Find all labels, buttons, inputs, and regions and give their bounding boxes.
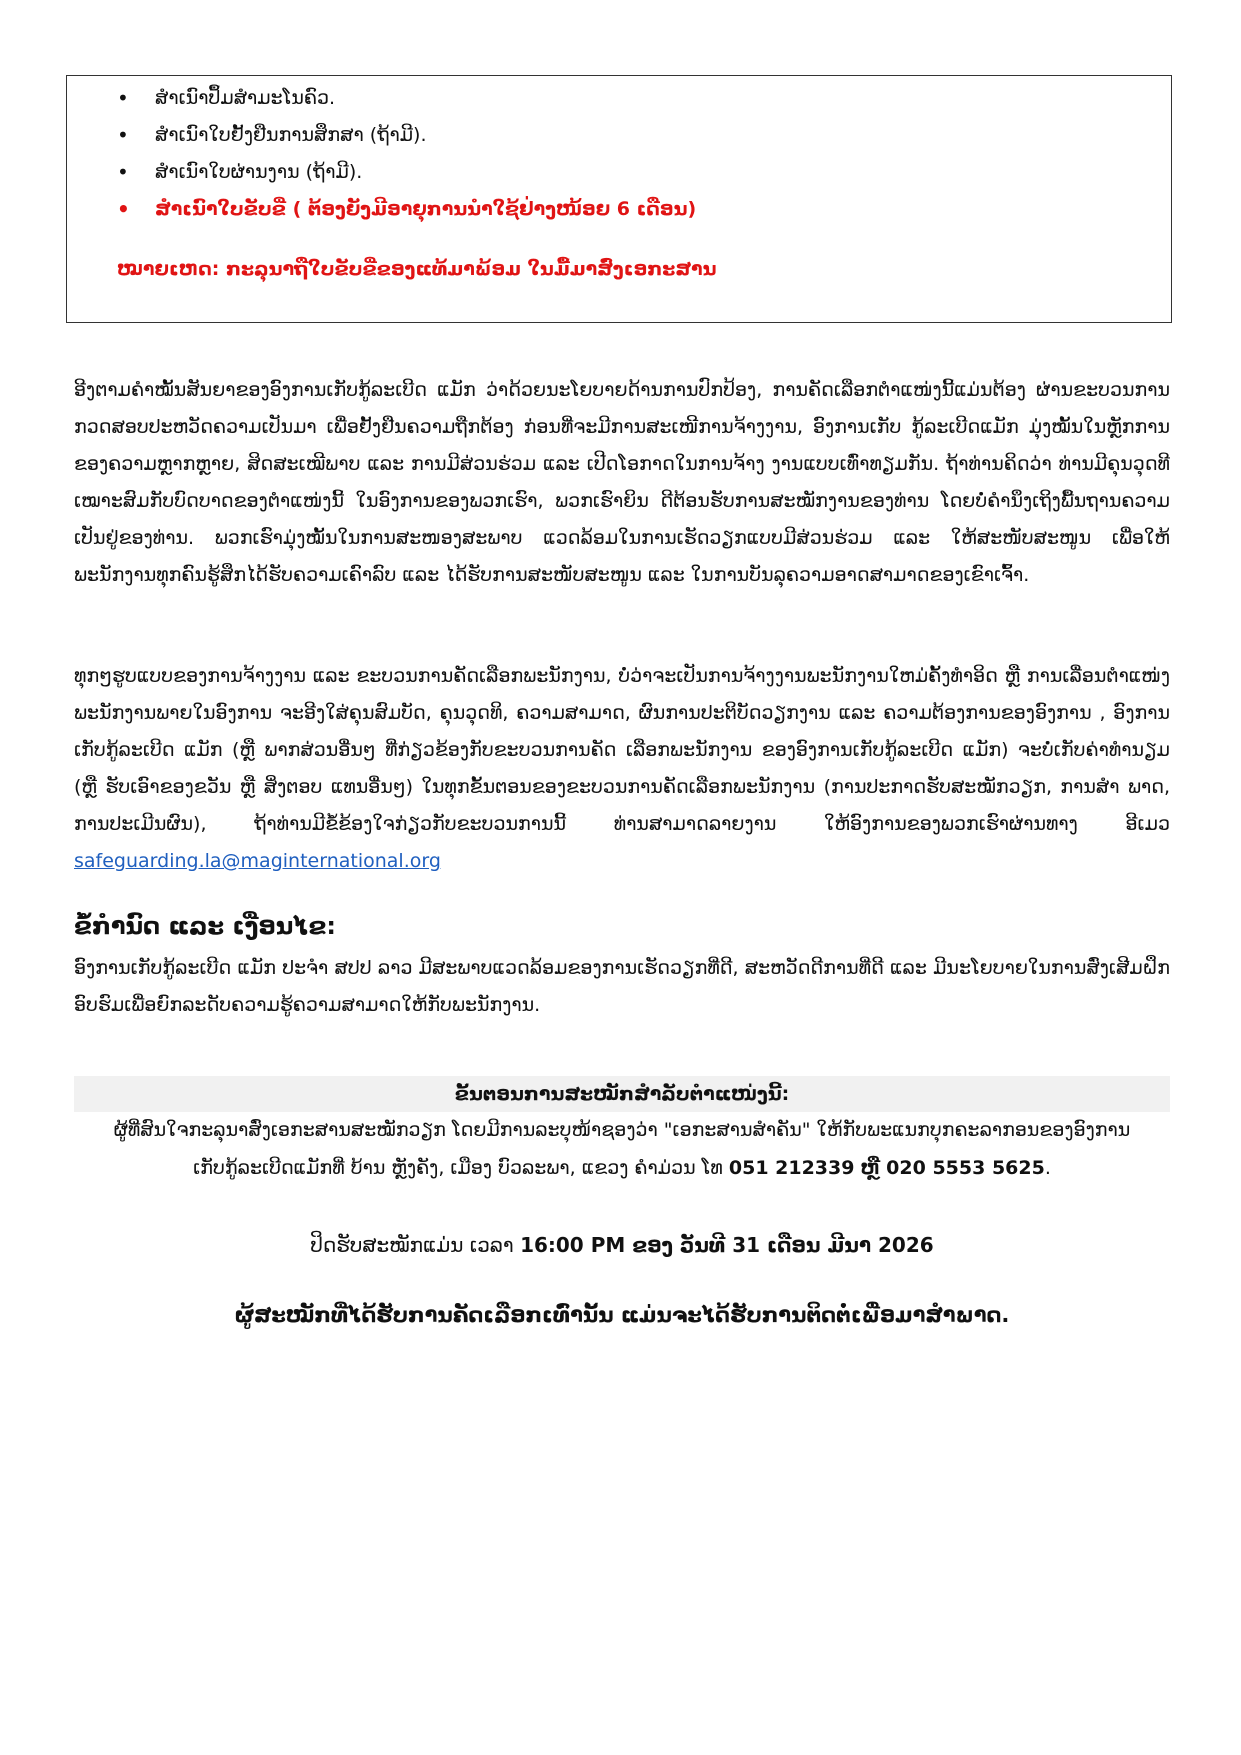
phone-or: ຫຼື [860,1157,881,1179]
license-note: ໝາຍເຫດ: ກະລຸນາຖືໃບຂັບຂີ່ຂອງແທ້ມາພ້ອມ ໃນມື້ມາສົ່ງເອກະສານ [117,258,717,280]
list-item [117,117,1151,154]
deadline-prefix: ປິດຮັບສະໝັກແມ່ນ ເວລາ [310,1233,514,1257]
phone-number-2: 020 5553 5625 [886,1157,1045,1179]
required-documents-list [117,80,1151,228]
recruitment-text: ທຸກໆຮູບແບບຂອງການຈ້າງງານ ແລະ ຂະບວນການຄັດເລືອກພະນັກງານ, ບໍ່ວ່າຈະເປັນການຈ້າງງານພະນັກງານໃຫມ່ຄັ້ງທຳອິດ ຫຼື ການເລື່ອນຕຳແໜ່ງພະນັກງານພາຍໃນອົງການ ຈະອີງໃສ່ຄຸນສົມບັດ, ຄຸນວຸດທິ, ຄວາມສາມາດ, ຜົນການປະຕິບັດວຽກງານ ແລະ ຄວາມຕ້ອງການຂອງອົງການ , ອົງການເກັບກູ້ລະເບີດ ແມັກ (ຫຼື ພາກສ່ວນອື່ນໆ ທີ່ກ່ຽວຂ້ອງກັບຂະບວນການຄັດ ເລືອກພະນັກງານ ຂອງອົງການເກັບກູ້ລະເບີດ ແມັກ) ຈະບໍ່ເກັບຄ່າທຳນຽມ (ຫຼື ຮັບເອົາຂອງຂວັນ ຫຼື ສິ່ງຕອບ ແທນອື່ນໆ) ໃນທຸກຂັ້ນຕອນຂອງຂະບວນການຄັດເລືອກພະນັກງານ (ການປະກາດຮັບສະໝັກວຽກ, ການສຳ ພາດ, ການປະເມີນຜົນ), ຖ້າທ່ານມີຂໍ້ຂ້ອງໃຈກ່ຽວກັບຂະບວນການນີ້ ທ່ານສາມາດລາຍງານ ໃຫ້ອົງການຂອງພວກເຮົາຜ່ານທາງ ອີເມວ [74,665,1170,835]
list-item-text: ສຳເນົາປຶ້ມສຳມະໂນຄົວ. [155,87,336,109]
terms-heading: ຂໍ້ກຳນົດ ແລະ ເງື່ອນໄຂ: [74,912,337,940]
application-line-1: ຜູ້ທີ່ສົນໃຈກະລຸນາສົ່ງເອກະສານສະໝັກວຽກ ໂດຍມີການລະບຸໜ້າຊອງວ່າ "ເອກະສານສຳຄັນ" ໃຫ້ກັບພະແນກບຸກຄະລາກອນຂອງອົງການ [113,1119,1131,1141]
list-item-highlighted [117,191,1151,228]
list-item-text: ສຳເນົາໃບຢັ້ງຢືນການສຶກສາ (ຖ້າມີ). [155,124,427,146]
recruitment-paragraph [74,658,1170,880]
list-item [117,80,1151,117]
application-steps-body [74,1111,1170,1187]
period: . [1044,1157,1051,1179]
safeguarding-email-link[interactable]: safeguarding.la@maginternational.org [74,850,441,872]
phone-number-1: 051 212339 [728,1157,855,1179]
terms-paragraph: ອົງການເກັບກູ້ລະເບີດ ແມັກ ປະຈຳ ສປປ ລາວ ມີສະພາບແວດລ້ອມຂອງການເຮັດວຽກທີ່ດີ, ສະຫວັດດີການທີ່ດີ ແລະ ມີນະໂຍບາຍໃນການສົ່ງເສີມຝຶກອົບຮົມເພື່ອຍົກລະດັບຄວາມຮູ້ຄວາມສາມາດໃຫ້ກັບພະນັກງານ. [74,957,1170,1016]
safeguarding-paragraph: ອີງຕາມຄຳໝັ້ນສັນຍາຂອງອົງການເກັບກູ້ລະເບີດ ແມັກ ວ່າດ້ວຍນະໂຍບາຍດ້ານການປົກປ້ອງ, ການຄັດເລືອກຕຳແໜ່ງນີ້ແມ່ນຕ້ອງ ຜ່ານຂະບວນການກວດສອບປະຫວັດຄວາມເປັນມາ ເພື່ອຢັ້ງຢືນຄວາມຖືກຕ້ອງ ກ່ອນທີ່ຈະມີການສະເໜີການຈ້າງງານ, ອົງການເກັບ ກູ້ລະເບີດແມັກ ມຸ່ງໝັ້ນໃນຫຼັກການຂອງຄວາມຫຼາກຫຼາຍ, ສິດສະເໝີພາບ ແລະ ການມີສ່ວນຮ່ວມ ແລະ ເປີດໂອກາດໃນການຈ້າງ ງານແບບເທົ່າທຽມກັນ. ຖ້າທ່ານຄິດວ່າ ທ່ານມີຄຸນວຸດທີເໝາະສົມກັບບົດບາດຂອງຕຳແໜ່ງນີ້ ໃນອົງການຂອງພວກເຮົາ, ພວກເຮົາຍິນ ດີຕ້ອນຮັບການສະໝັກງານຂອງທ່ານ ໂດຍບໍ່ຄຳນຶງເຖິງພື້ນຖານຄວາມເປັນຢູ່ຂອງທ່ານ. ພວກເຮົາມຸ່ງໝັ້ນໃນການສະໜອງສະພາບ ແວດລ້ອມໃນການເຮັດວຽກແບບມີສ່ວນຮ່ວມ ແລະ ໃຫ້ສະໜັບສະໜູນ ເພື່ອໃຫ້ພະນັກງານທຸກຄົນຮູ້ສຶກໄດ້ຮັບຄວາມເຄົາລົບ ແລະ ໄດ້ຮັບການສະໜັບສະໜູນ ແລະ ໃນການບັນລຸຄວາມອາດສາມາດຂອງເຂົາເຈົ້າ. [74,379,1170,586]
list-item [117,154,1151,191]
application-line-2 [74,1149,1170,1187]
bullet-icon: • [117,197,130,221]
application-steps-heading: ຂັ້ນຕອນການສະໝັກສຳລັບຕຳແໜ່ງນີ້: [74,1076,1170,1112]
list-item-text: ສຳເນົາໃບຜ່ານງານ (ຖ້າມີ). [155,161,363,183]
deadline-date: 16:00 PM ຂອງ ວັນທີ 31 ເດືອນ ມີນາ 2026 [520,1233,934,1257]
bullet-icon: • [117,86,129,110]
shortlist-note: ຜູ້ສະໝັກທີ່ໄດ້ຮັບການຄັດເລືອກເທົ່ານັ້ນ ແມ່ນຈະໄດ້ຮັບການຕິດຕໍ່ເພື່ອມາສຳພາດ. [234,1303,1010,1327]
deadline-line [74,1226,1170,1264]
bullet-icon: • [117,123,129,147]
bullet-icon: • [117,160,129,184]
list-item-text: ສຳເນົາໃບຂັບຂີ່ ( ຕ້ອງຍັງມີອາຍຸການນຳໃຊ້ຢ່າງໜ້ອຍ 6 ເດືອນ) [155,198,697,220]
application-address: ເກັບກູ້ລະເບີດແມັກທີ່ ບ້ານ ຫຼັງຄັງ, ເມືອງ ບົວລະພາ, ແຂວງ ຄຳມ່ວນ ໂທ [193,1157,723,1179]
required-documents-box [66,75,1172,323]
